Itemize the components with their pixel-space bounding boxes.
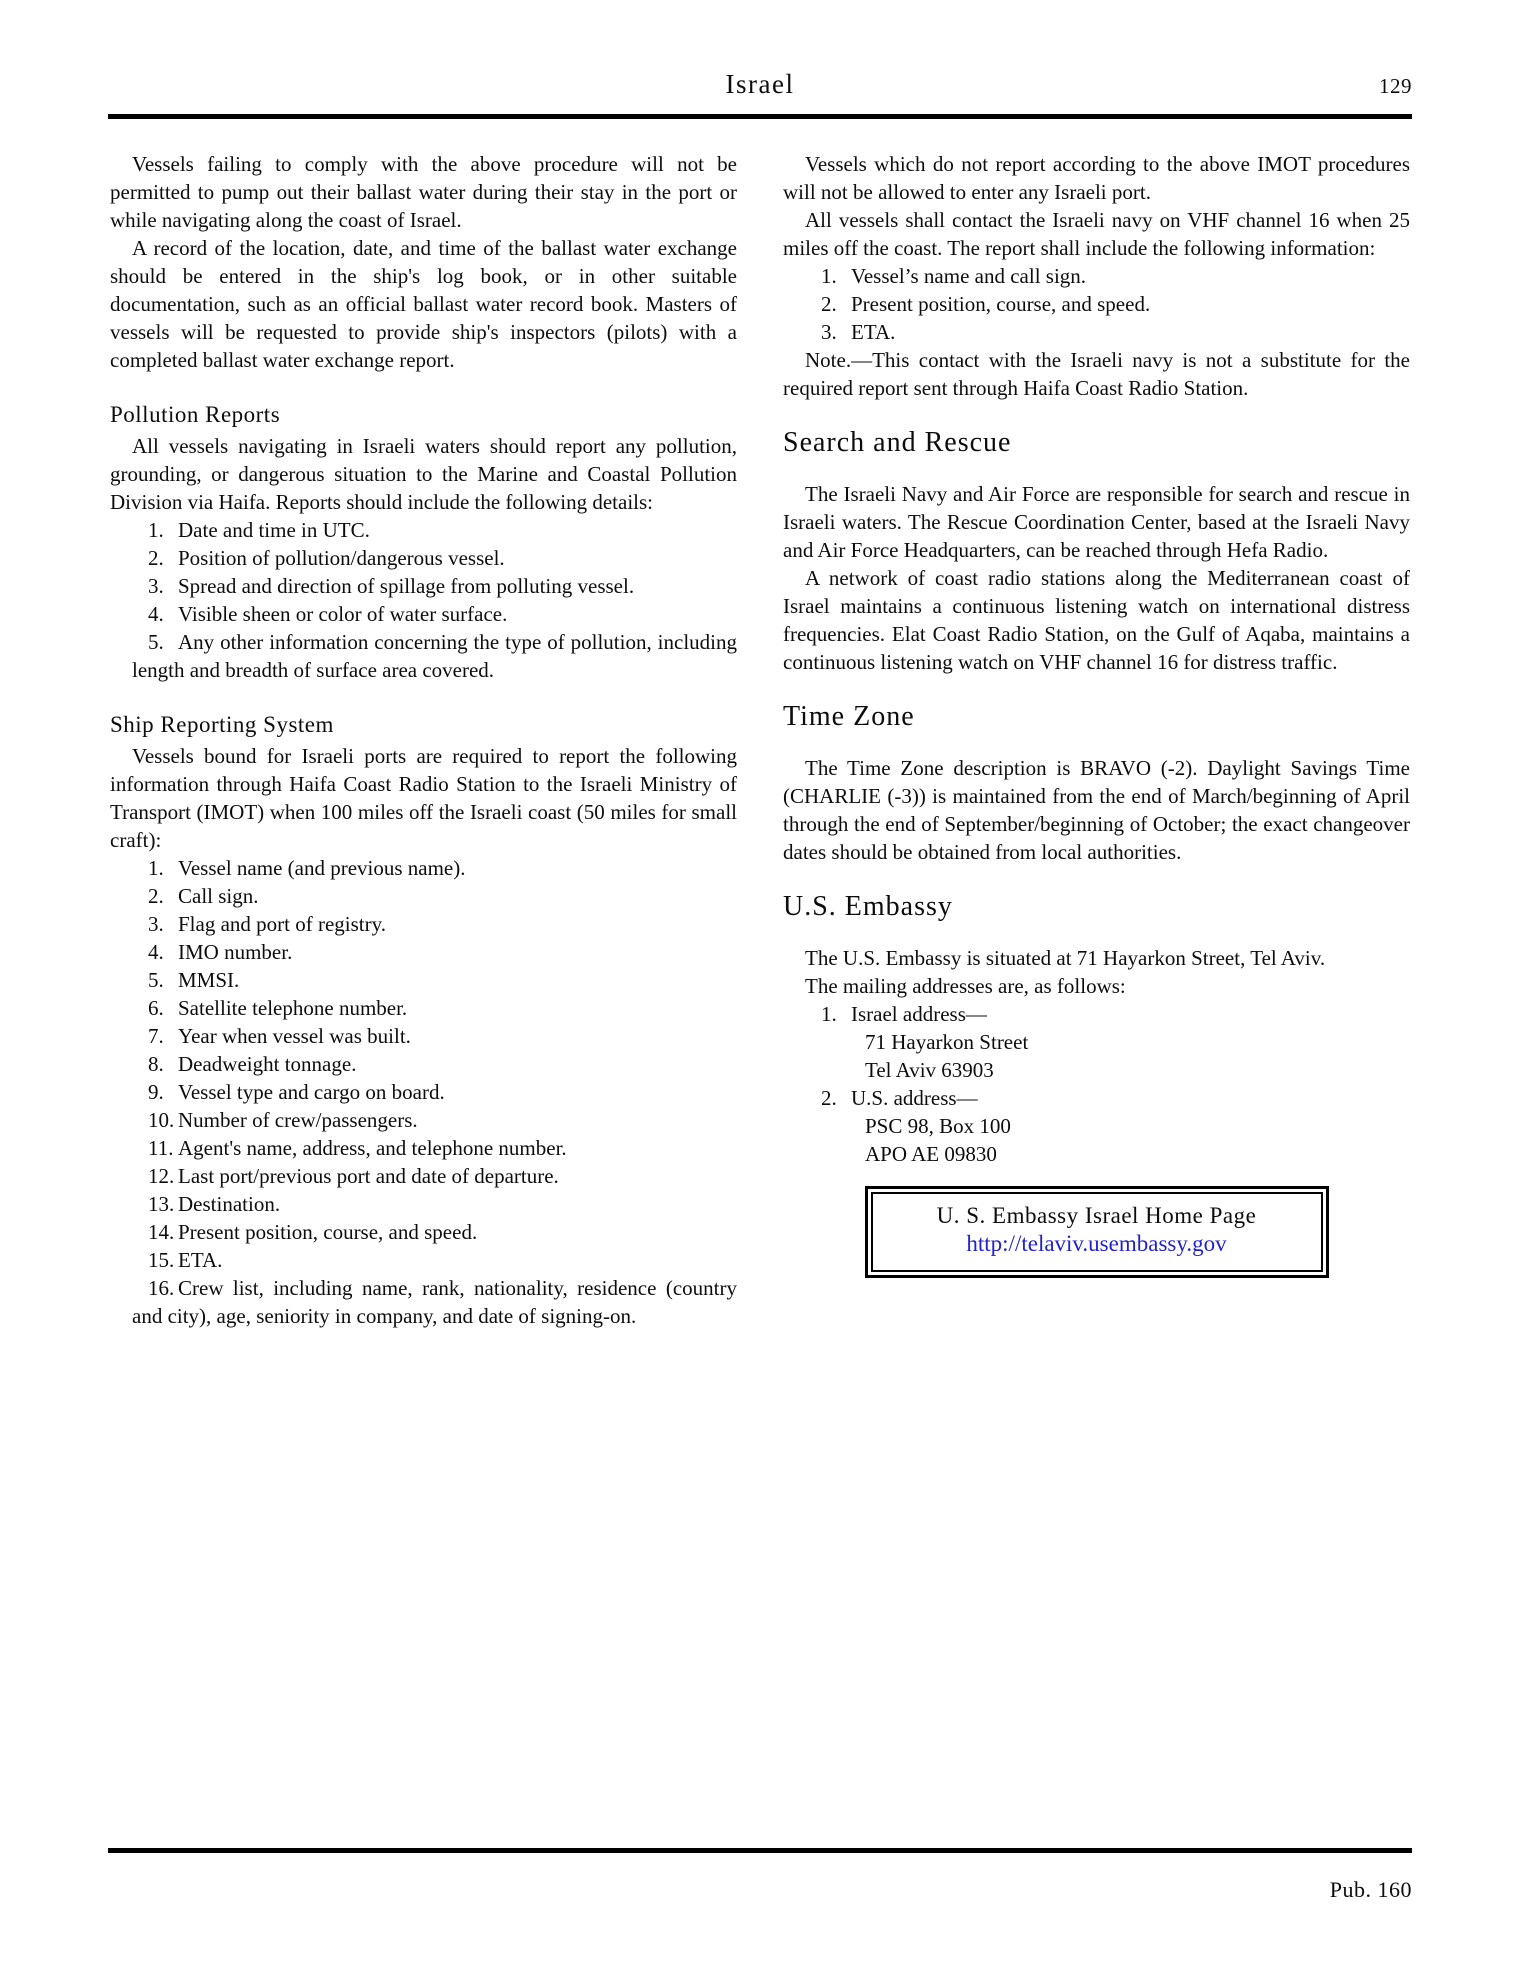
list-item xyxy=(110,572,737,600)
address-line: APO AE 09830 xyxy=(865,1142,997,1166)
left-column xyxy=(110,150,737,1330)
list-text: Any other information concerning the type of pollution, including length and breadth of surface area covered. xyxy=(132,630,737,682)
paragraph: A record of the location, date, and time of the ballast water exchange should be entered in the ship's log book, or in other suitable documentation, such as an official ballast water record book. Masters of vessels will be requested to provide ship's inspectors (pilots) with a completed ballast water exchange report. xyxy=(110,236,737,372)
paragraph: All vessels shall contact the Israeli navy on VHF channel 16 when 25 miles off the coast. The report shall include the following information: xyxy=(783,208,1410,260)
list-number: 6. xyxy=(148,996,164,1020)
list-text: Vessel type and cargo on board. xyxy=(178,1080,445,1104)
list-text: Satellite telephone number. xyxy=(178,996,408,1020)
paragraph: The mailing addresses are, as follows: xyxy=(805,974,1126,998)
list-text: Vessel name (and previous name). xyxy=(178,856,466,880)
list-item xyxy=(110,994,737,1022)
address-item xyxy=(783,1000,1410,1028)
list-text: Year when vessel was built. xyxy=(178,1024,411,1048)
list-number: 1. xyxy=(821,264,837,288)
list-text: Last port/previous port and date of departure. xyxy=(178,1164,559,1188)
page-title: Israel xyxy=(725,69,795,99)
list-text: Agent's name, address, and telephone number. xyxy=(178,1136,567,1160)
page-number: 129 xyxy=(1379,74,1412,98)
address-item xyxy=(783,1084,1410,1112)
list-text: Call sign. xyxy=(178,884,259,908)
list-item xyxy=(110,1022,737,1050)
list-number: 16. xyxy=(148,1276,175,1300)
list-text: Deadweight tonnage. xyxy=(178,1052,357,1076)
list-item xyxy=(110,910,737,938)
list-number: 2. xyxy=(821,292,837,316)
list-number: 3. xyxy=(821,320,837,344)
list-number: 5. xyxy=(148,968,164,992)
address-line: Tel Aviv 63903 xyxy=(865,1058,994,1082)
list-number: 3. xyxy=(148,912,164,936)
list-number: 3. xyxy=(148,574,164,598)
list-item xyxy=(110,938,737,966)
address-label: Israel address— xyxy=(851,1002,987,1026)
subheading-pollution-reports: Pollution Reports xyxy=(110,402,281,427)
list-item xyxy=(110,1050,737,1078)
list-number: 1. xyxy=(148,856,164,880)
list-text: Date and time in UTC. xyxy=(178,518,370,542)
list-text: ETA. xyxy=(851,320,896,344)
list-item xyxy=(110,628,737,684)
list-number: 9. xyxy=(148,1080,164,1104)
embassy-homepage-title: U. S. Embassy Israel Home Page xyxy=(936,1203,1257,1228)
list-item xyxy=(110,854,737,882)
list-item xyxy=(110,1218,737,1246)
paragraph: Vessels failing to comply with the above procedure will not be permitted to pump out their ballast water during their stay in the port or while navigating along the coast of Israel. xyxy=(110,152,737,232)
list-number: 11. xyxy=(148,1136,174,1160)
list-number: 15. xyxy=(148,1248,175,1272)
list-item xyxy=(783,290,1410,318)
list-number: 13. xyxy=(148,1192,175,1216)
list-text: Present position, course, and speed. xyxy=(851,292,1151,316)
paragraph: The Time Zone description is BRAVO (-2). Daylight Savings Time (CHARLIE (-3)) is maintained from the end of March/beginning of April through the end of September/beginning of October; the exact changeover dates should be obtained from local authorities. xyxy=(783,756,1410,864)
list-number: 5. xyxy=(148,630,164,654)
list-text: IMO number. xyxy=(178,940,293,964)
heading-us-embassy: U.S. Embassy xyxy=(783,891,953,922)
heading-search-and-rescue: Search and Rescue xyxy=(783,427,1012,458)
list-text: Present position, course, and speed. xyxy=(178,1220,478,1244)
address-line: PSC 98, Box 100 xyxy=(865,1114,1011,1138)
two-column-body xyxy=(110,150,1410,1330)
publication-number: Pub. 160 xyxy=(1329,1877,1412,1902)
list-item xyxy=(110,1134,737,1162)
list-text: ETA. xyxy=(178,1248,223,1272)
list-item xyxy=(110,1190,737,1218)
list-item xyxy=(110,544,737,572)
paragraph: Vessels which do not report according to the above IMOT procedures will not be allowed to enter any Israeli port. xyxy=(783,152,1410,204)
embassy-homepage-link[interactable]: http://telaviv.usembassy.gov xyxy=(966,1231,1227,1256)
embassy-homepage-box-inner xyxy=(871,1192,1323,1272)
subheading-ship-reporting-system: Ship Reporting System xyxy=(110,712,334,737)
page-header xyxy=(108,68,1412,119)
list-text: Number of crew/passengers. xyxy=(178,1108,418,1132)
list-number: 2. xyxy=(148,546,164,570)
list-number: 2. xyxy=(148,884,164,908)
paragraph: The U.S. Embassy is situated at 71 Hayarkon Street, Tel Aviv. xyxy=(805,946,1326,970)
heading-time-zone: Time Zone xyxy=(783,701,915,732)
list-number: 10. xyxy=(148,1108,175,1132)
list-number: 8. xyxy=(148,1052,164,1076)
list-number: 7. xyxy=(148,1024,164,1048)
list-item xyxy=(110,882,737,910)
list-number: 1. xyxy=(821,1002,837,1026)
list-number: 4. xyxy=(148,940,164,964)
list-item xyxy=(110,516,737,544)
list-text: Crew list, including name, rank, nationality, residence (country and city), age, seniority in company, and date of signing-on. xyxy=(132,1276,737,1328)
list-number: 4. xyxy=(148,602,164,626)
paragraph: The Israeli Navy and Air Force are responsible for search and rescue in Israeli waters. The Rescue Coordination Center, based at the Israeli Navy and Air Force Headquarters, can be reached through Hefa Radio. xyxy=(783,482,1410,562)
embassy-homepage-box xyxy=(865,1186,1329,1278)
list-item xyxy=(783,262,1410,290)
list-item xyxy=(110,1106,737,1134)
list-number: 14. xyxy=(148,1220,175,1244)
list-item xyxy=(110,1162,737,1190)
list-item xyxy=(110,966,737,994)
list-item xyxy=(783,318,1410,346)
list-text: Position of pollution/dangerous vessel. xyxy=(178,546,505,570)
right-column xyxy=(783,150,1410,1330)
list-item xyxy=(110,1246,737,1274)
list-number: 12. xyxy=(148,1164,175,1188)
page-footer xyxy=(108,1848,1412,1903)
address-label: U.S. address— xyxy=(851,1086,978,1110)
list-item xyxy=(110,1274,737,1330)
list-text: Destination. xyxy=(178,1192,281,1216)
list-item xyxy=(110,600,737,628)
list-text: MMSI. xyxy=(178,968,240,992)
list-item xyxy=(110,1078,737,1106)
list-number: 1. xyxy=(148,518,164,542)
paragraph: A network of coast radio stations along the Mediterranean coast of Israel maintains a continuous listening watch on international distress frequencies. Elat Coast Radio Station, on the Gulf of Aqaba, maintains a continuous listening watch on VHF channel 16 for distress traffic. xyxy=(783,566,1410,674)
paragraph: Vessels bound for Israeli ports are required to report the following information through Haifa Coast Radio Station to the Israeli Ministry of Transport (IMOT) when 100 miles off the Israeli coast (50 miles for small craft): xyxy=(110,744,737,852)
list-text: Vessel’s name and call sign. xyxy=(851,264,1087,288)
list-text: Spread and direction of spillage from polluting vessel. xyxy=(178,574,635,598)
address-line: 71 Hayarkon Street xyxy=(865,1030,1029,1054)
note-paragraph: Note.—This contact with the Israeli navy is not a substitute for the required report sent through Haifa Coast Radio Station. xyxy=(783,348,1410,400)
list-text: Flag and port of registry. xyxy=(178,912,387,936)
paragraph: All vessels navigating in Israeli waters should report any pollution, grounding, or dangerous situation to the Marine and Coastal Pollution Division via Haifa. Reports should include the following details: xyxy=(110,434,737,514)
list-number: 2. xyxy=(821,1086,837,1110)
list-text: Visible sheen or color of water surface. xyxy=(178,602,508,626)
